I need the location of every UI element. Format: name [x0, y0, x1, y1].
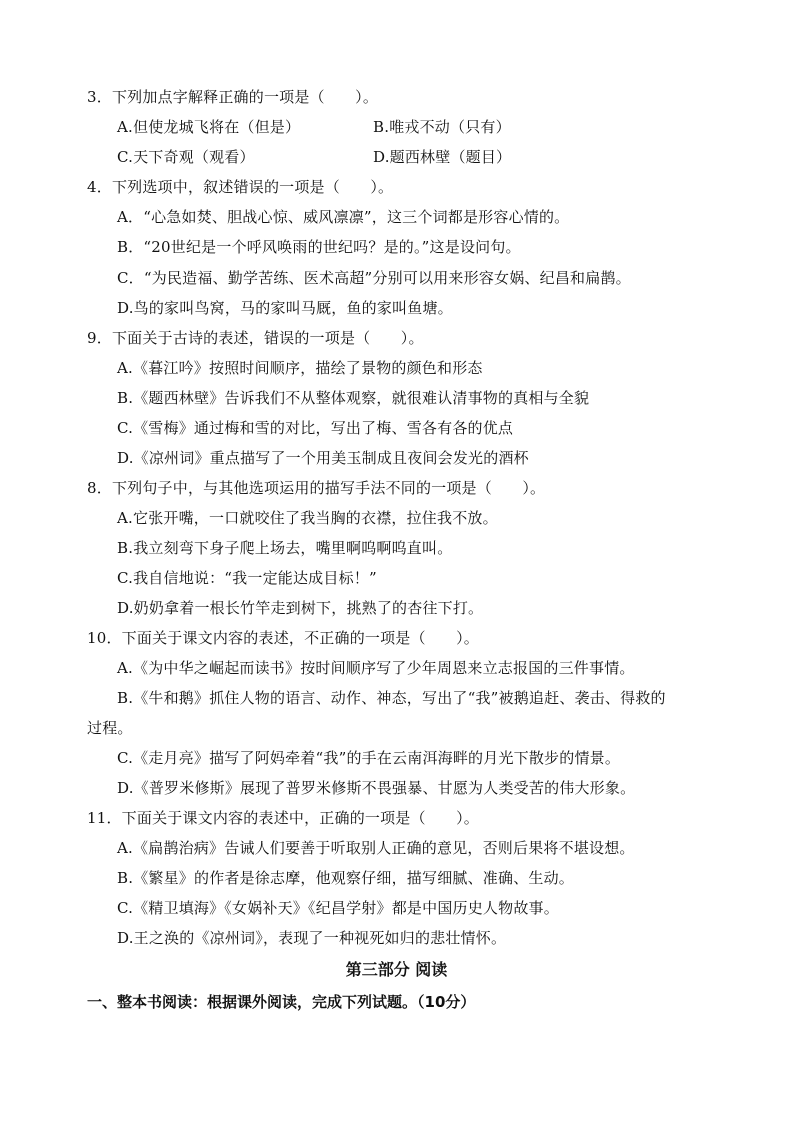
question-3-option-c: C.天下奇观（观看） [117, 148, 255, 166]
question-10-option-b: B.《牛和鹅》抓住人物的语言、动作、神态，写出了“我”被鹅追赶、袭击、得救的 [117, 689, 666, 707]
question-10-option-b-continued: 过程。 [87, 719, 133, 737]
question-8-option-a: A.它张开嘴，一口就咬住了我当胸的衣襟，拉住我不放。 [117, 509, 498, 527]
question-4-option-a: A．“心急如焚、胆战心惊、威风凛凛”，这三个词都是形容心情的。 [117, 208, 570, 226]
question-3-option-a: A.但使龙城飞将在（但是） [117, 118, 301, 136]
question-8-option-d: D.奶奶拿着一根长竹竿走到树下，挑熟了的杏往下打。 [117, 599, 484, 617]
question-11-option-c: C.《精卫填海》《女娲补天》《纪昌学射》都是中国历史人物故事。 [117, 899, 559, 917]
question-10-option-d: D.《普罗米修斯》展现了普罗米修斯不畏强暴、甘愿为人类受苦的伟大形象。 [117, 779, 636, 797]
question-9-option-b: B.《题西林壁》告诉我们不从整体观察，就很难认清事物的真相与全貌 [117, 389, 590, 407]
question-9-stem: 9．下面关于古诗的表述，错误的一项是（ ）。 [87, 329, 424, 347]
question-10-stem: 10．下面关于课文内容的表述，不正确的一项是（ ）。 [87, 629, 479, 647]
section-subtitle: 一、整本书阅读：根据课外阅读，完成下列试题。（10分） [87, 993, 476, 1011]
question-8-stem: 8．下列句子中，与其他选项运用的描写手法不同的一项是（ ）。 [87, 479, 546, 497]
question-10-option-c: C.《走月亮》描写了阿妈牵着“我”的手在云南洱海畔的月光下散步的情景。 [117, 749, 621, 767]
question-9-option-a: A.《暮江吟》按照时间顺序，描绘了景物的颜色和形态 [117, 359, 483, 377]
question-9-option-d: D.《凉州词》重点描写了一个用美玉制成且夜间会发光的酒杯 [117, 449, 529, 467]
question-10-option-a: A.《为中华之崛起而读书》按时间顺序写了少年周恩来立志报国的三件事情。 [117, 659, 635, 677]
section-title: 第三部分 阅读 [345, 960, 448, 979]
question-11-option-b: B.《繁星》的作者是徐志摩，他观察仔细，描写细腻、准确、生动。 [117, 869, 574, 887]
question-8-option-c: C.我自信地说：“我一定能达成目标！” [117, 569, 377, 587]
question-4-option-b: B．“20世纪是一个呼风唤雨的世纪吗？是的。”这是设问句。 [117, 238, 521, 256]
question-4-option-d: D.鸟的家叫鸟窝，马的家叫马厩，鱼的家叫鱼塘。 [117, 299, 453, 317]
question-11-option-d: D.王之涣的《凉州词》，表现了一种视死如归的悲壮情怀。 [117, 929, 507, 947]
question-11-option-a: A.《扁鹊治病》告诫人们要善于听取别人正确的意见，否则后果将不堪设想。 [117, 839, 635, 857]
question-4-stem: 4．下列选项中，叙述错误的一项是（ ）。 [87, 178, 394, 196]
question-3-option-b: B.唯戎不动（只有） [373, 118, 511, 136]
question-9-option-c: C.《雪梅》通过梅和雪的对比，写出了梅、雪各有各的优点 [117, 419, 514, 437]
question-3-stem: 3．下列加点字解释正确的一项是（ ）。 [87, 88, 379, 106]
question-4-option-c: C．“为民造福、勤学苦练、医术高超”分别可以用来形容女娲、纪昌和扁鹊。 [117, 269, 631, 287]
question-11-stem: 11．下面关于课文内容的表述中，正确的一项是（ ）。 [87, 809, 479, 827]
question-3-option-d: D.题西林壁（题目） [373, 148, 512, 166]
question-8-option-b: B.我立刻弯下身子爬上场去，嘴里啊呜啊呜直叫。 [117, 539, 453, 557]
